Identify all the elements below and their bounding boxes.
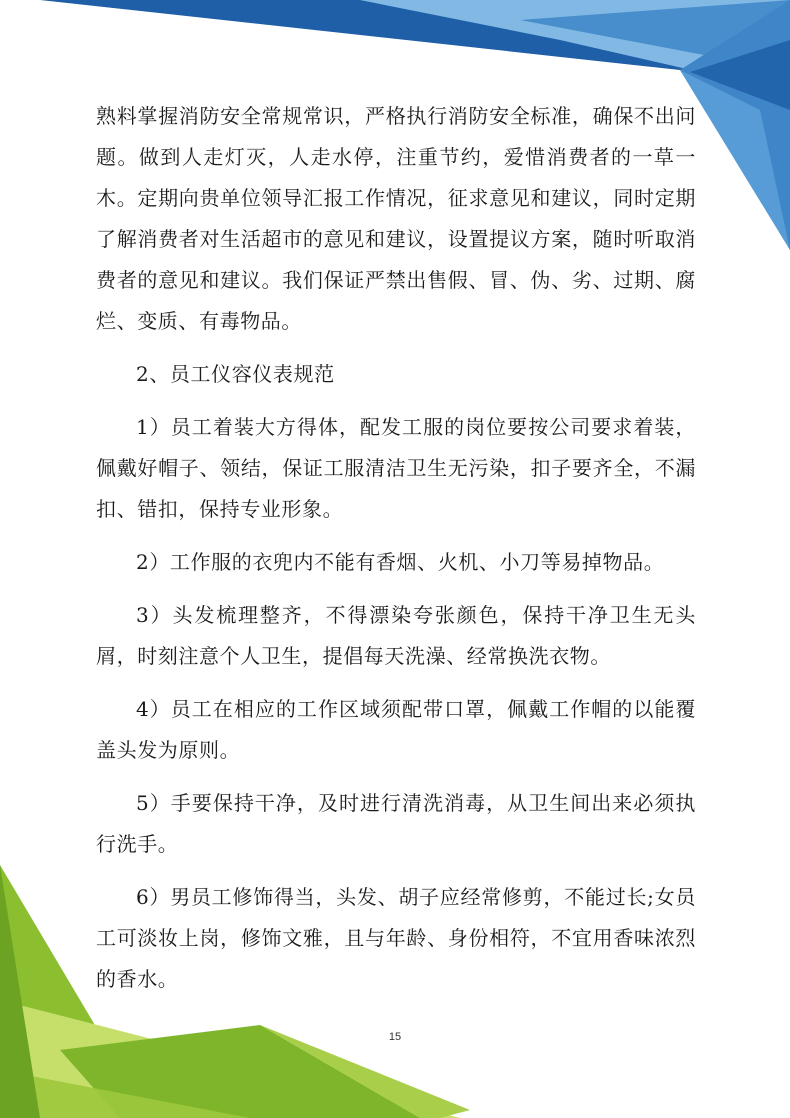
- paragraph-item-5: 5）手要保持干净，及时进行清洗消毒，从卫生间出来必须执行洗手。: [96, 791, 696, 856]
- paragraph-safety: 熟料掌握消防安全常规常识，严格执行消防安全标准，确保不出问题。做到人走灯灭，人走水停，注重节约，爱惜消费者的一草一木。定期向贵单位领导汇报工作情况，征求意见和建议，同时定期了解消费者对生活超市的意见和建议，设置提议方案，随时听取消费者的意见和建议。我们保证严禁出售假、冒、伪、劣、过期、腐烂、变质、有毒物品。: [96, 104, 696, 333]
- document-body: [96, 96, 696, 1000]
- page-number: 15: [388, 1031, 402, 1043]
- paragraph-item-1: 1）员工着装大方得体，配发工服的岗位要按公司要求着装，佩戴好帽子、领结，保证工服清洁卫生无污染，扣子要齐全，不漏扣、错扣，保持专业形象。: [96, 415, 696, 521]
- section-heading-dress-code: 2、员工仪容仪表规范: [136, 362, 335, 386]
- paragraph-item-4: 4）员工在相应的工作区域须配带口罩，佩戴工作帽的以能覆盖头发为原则。: [96, 697, 696, 762]
- paragraph-item-3: 3）头发梳理整齐，不得漂染夸张颜色，保持干净卫生无头屑，时刻注意个人卫生，提倡每天洗澡、经常换洗衣物。: [96, 603, 696, 668]
- paragraph-item-6: 6）男员工修饰得当，头发、胡子应经常修剪，不能过长;女员工可淡妆上岗，修饰文雅，且与年龄、身份相符，不宜用香味浓烈的香水。: [96, 885, 696, 991]
- paragraph-item-2: 2）工作服的衣兜内不能有香烟、火机、小刀等易掉物品。: [136, 550, 665, 574]
